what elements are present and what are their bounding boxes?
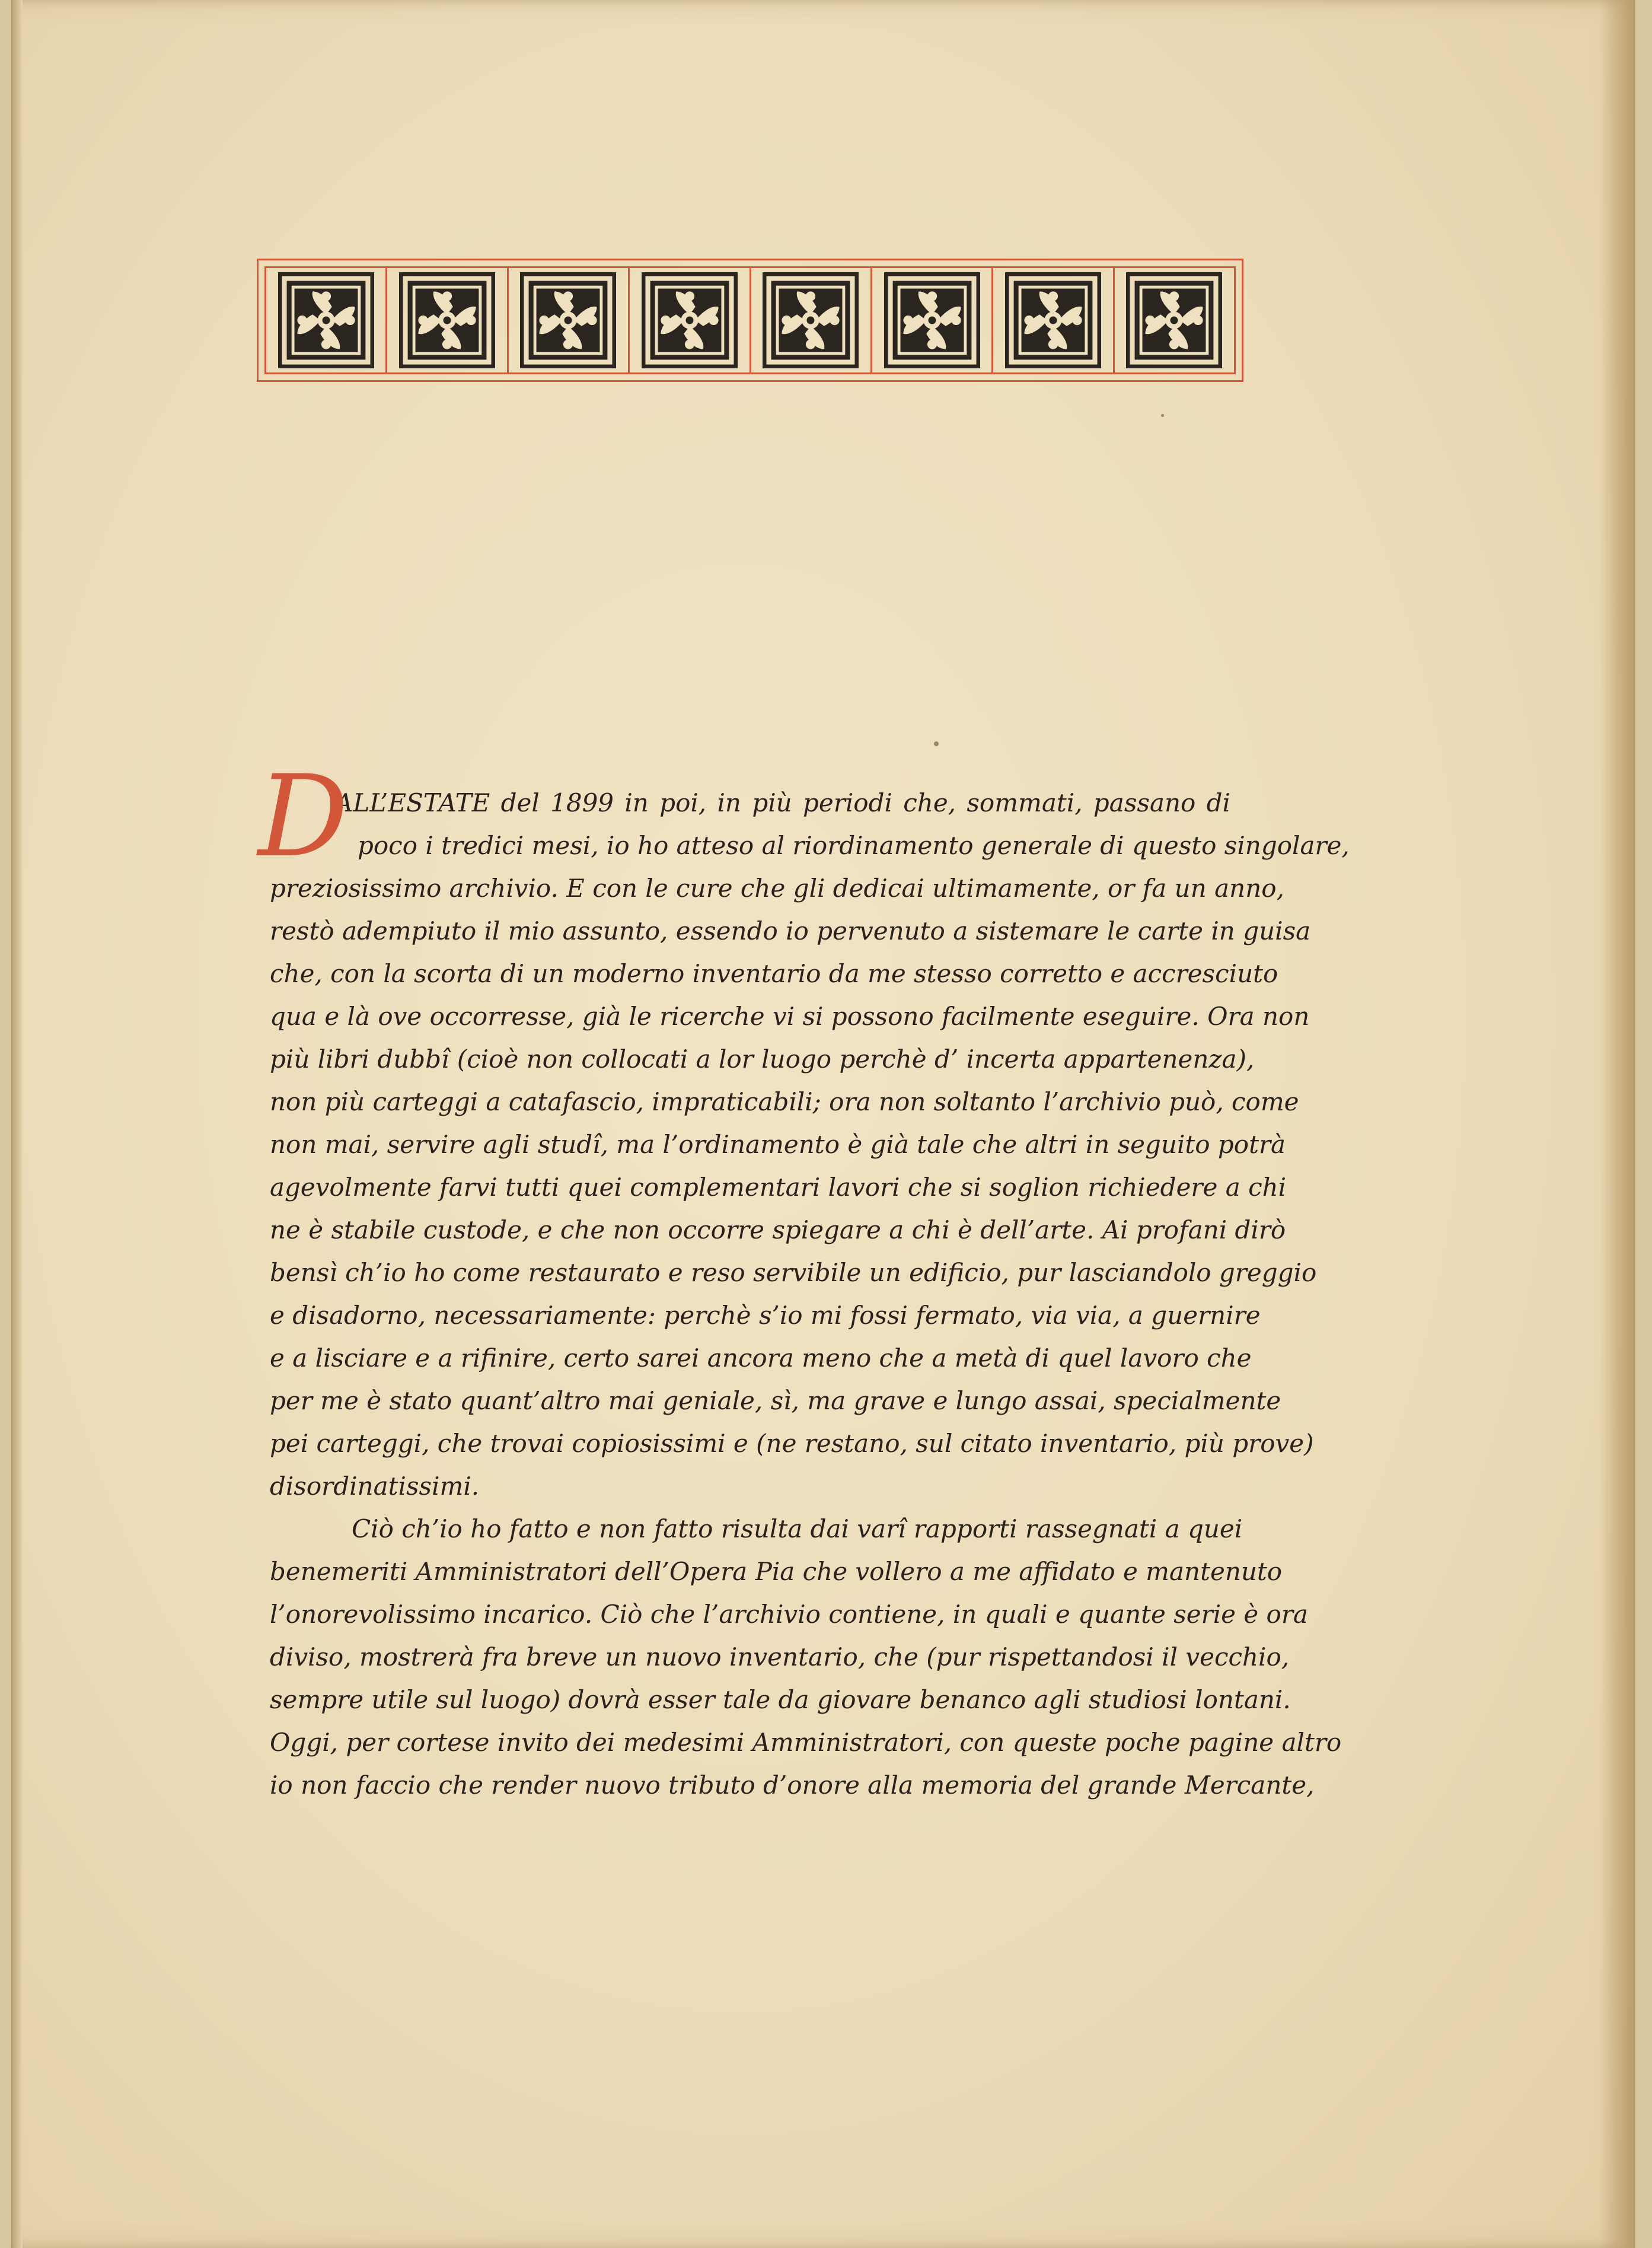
text-line: per me è stato quant’altro mai geniale, sì, ma grave e lungo assai, specialmente xyxy=(270,1386,1281,1415)
text-line: preziosissimo archivio. E con le cure che gli dedicai ultimamente, or fa un anno, xyxy=(270,874,1284,903)
text-line: qua e là ove occorresse, già le ricerche vi si possono facilmente eseguire. Ora non xyxy=(270,1002,1310,1031)
text-line: e disadorno, necessariamente: perchè s’io mi fossi fermato, via via, a guernire xyxy=(270,1301,1261,1330)
text-line: bensì ch’io ho come restaurato e reso servibile un edificio, pur lasciandolo greggio xyxy=(270,1258,1317,1287)
quatrefoil-rosette-icon xyxy=(884,272,980,368)
ornament-frame xyxy=(264,266,1236,374)
quatrefoil-rosette-icon xyxy=(763,272,859,368)
text-line: l’onorevolissimo incarico. Ciò che l’archivio contiene, in quali e quante serie è ora xyxy=(270,1600,1308,1629)
text-line: sempre utile sul luogo) dovrà esser tale da giovare benanco agli studiosi lontani. xyxy=(270,1685,1291,1714)
ornamental-header-band xyxy=(257,259,1243,382)
paper-speck xyxy=(934,741,939,746)
body-text xyxy=(258,751,1350,1807)
quatrefoil-rosette-icon xyxy=(520,272,616,368)
text-line: Ciò ch’io ho fatto e non fatto risulta dai varî rapporti rassegnati a quei xyxy=(352,1514,1243,1543)
text-line: e a lisciare e a rifinire, certo sarei ancora meno che a metà di quel lavoro che xyxy=(270,1343,1252,1373)
text-line: pei carteggi, che trovai copiosissimi e (ne restano, sul citato inventario, più prove) xyxy=(270,1429,1314,1458)
text-line: ALL’ESTATE del 1899 in poi, in più periodi che, sommati, passano di xyxy=(335,788,1230,817)
text-line: poco i tredici mesi, io ho atteso al riordinamento generale di questo singolare, xyxy=(358,831,1350,860)
paragraph-1 xyxy=(258,751,1350,1508)
text-line: benemeriti Amministratori dell’Opera Pia che vollero a me affidato e mantenuto xyxy=(270,1557,1283,1586)
text-line: che, con la scorta di un moderno inventario da me stesso corretto e accresciuto xyxy=(270,959,1278,988)
text-line: restò adempiuto il mio assunto, essendo io pervenuto a sistemare le carte in guisa xyxy=(270,916,1311,945)
text-line: diviso, mostrerà fra breve un nuovo inventario, che (pur rispettandosi il vecchio, xyxy=(270,1642,1290,1671)
ornament-tile xyxy=(1115,268,1234,372)
ornament-tile xyxy=(509,268,630,372)
text-line: più libri dubbî (cioè non collocati a lor luogo perchè d’ incerta appartenenza), xyxy=(270,1045,1255,1074)
page-gutter xyxy=(11,0,23,2248)
ornament-tile xyxy=(387,268,508,372)
quatrefoil-rosette-icon xyxy=(642,272,738,368)
text-line: agevolmente farvi tutti quei complementari lavori che si soglion richiedere a chi xyxy=(270,1173,1287,1202)
paper-speck xyxy=(1161,414,1164,417)
text-line: io non faccio che render nuovo tributo d’onore alla memoria del grande Mercante, xyxy=(270,1771,1315,1800)
ornament-tile xyxy=(266,268,387,372)
text-line: disordinatissimi. xyxy=(270,1472,480,1501)
text-line: non mai, servire agli studî, ma l’ordinamento è già tale che altri in seguito potrà xyxy=(270,1130,1286,1159)
quatrefoil-rosette-icon xyxy=(399,272,495,368)
book-page xyxy=(11,0,1635,2248)
quatrefoil-rosette-icon xyxy=(1005,272,1101,368)
quatrefoil-rosette-icon xyxy=(278,272,374,368)
text-line: non più carteggi a catafascio, impraticabili; ora non soltanto l’archivio può, come xyxy=(270,1087,1299,1116)
text-line: ne è stabile custode, e che non occorre spiegare a chi è dell’arte. Ai profani dirò xyxy=(270,1215,1286,1244)
ornament-tile xyxy=(630,268,751,372)
text-line: Oggi, per cortese invito dei medesimi Amministratori, con queste poche pagine altro xyxy=(270,1728,1342,1757)
ornament-tile xyxy=(751,268,872,372)
page-right-edge xyxy=(1600,0,1635,2248)
ornament-tile xyxy=(993,268,1114,372)
quatrefoil-rosette-icon xyxy=(1126,272,1222,368)
drop-cap-initial: D xyxy=(258,751,349,882)
paragraph-2 xyxy=(270,1508,1342,1807)
ornament-tile xyxy=(872,268,993,372)
